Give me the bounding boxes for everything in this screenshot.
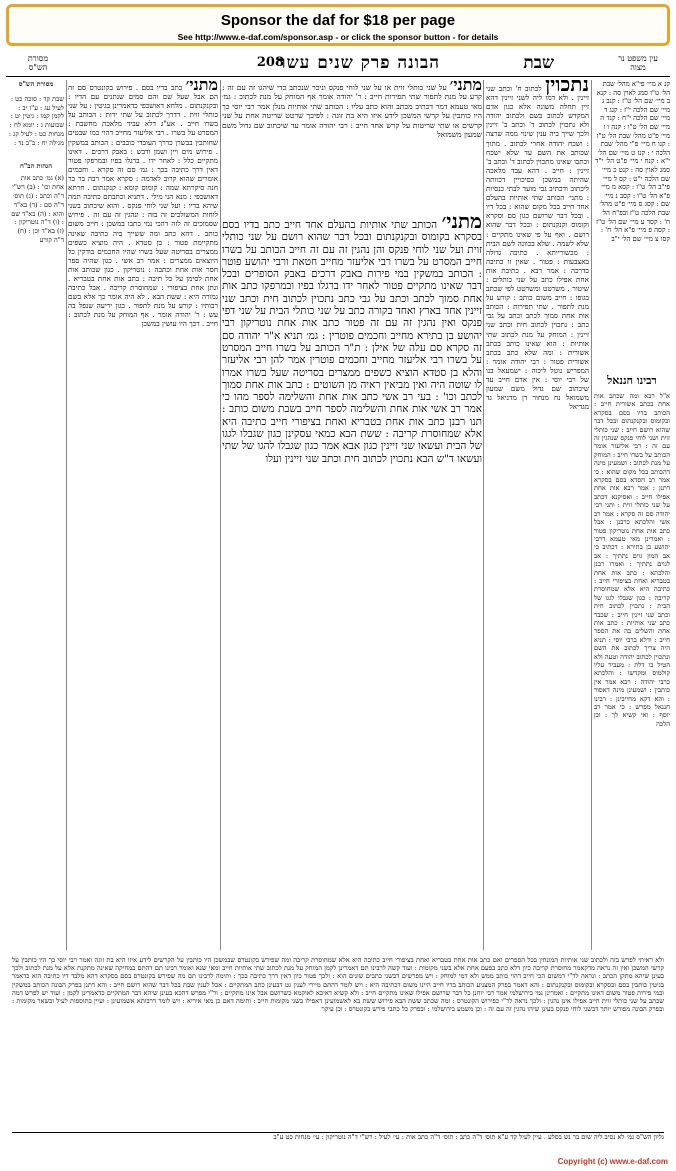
page-header: [6, 52, 670, 77]
copyright-link[interactable]: Copyright (c) www.e-daf.com: [557, 1157, 668, 1166]
column-divider: [66, 80, 67, 950]
column-divider: [220, 80, 221, 950]
gemara-main-heading: מתני׳: [441, 215, 482, 233]
sponsor-subtitle[interactable]: See http://www.e-daf.com/sponsor.asp - or click the sponsor button - for details: [177, 32, 499, 42]
hagahot-text: (א) גמ׳ כתב אות אחת וכו' : (ב) רש"י ד"ה וכתב : (ג) תוס׳ ד"ה סם : (ד) בא"ד והוא : (ה) בא"ד שם : (ו) ד"ה נוטריקון : (ז) בא"ד וכן : (ח) ד"ה קורע: [11, 174, 64, 244]
bottom-commentary: [12, 956, 664, 1128]
sponsor-banner[interactable]: [6, 4, 670, 46]
gemara-top-text: על שני כותלי זוית או על שני לוחי פנקס וניכר שנכתב כדי שיהגו זה עם זה : קרע על מנת לתפור שתי תפירות חייב : ר' יהודה אומר אף המוחק על מנת לכתוב : גמ׳ מאי טעמא דמר דכתיב מכתב והוא כתב עליו : הכותב שתי אותיות מנלן אמר רבי יוסי כך היו כותבין על קרשי המשכן לידע איזו היא בת זוגה : לפיכך שרטט שריטה אחת על שני קרשים או שתי שריטות על קרש אחד חייב : רבי יהודה אומר עד שיכתוב שם גדול משם שמעון משמואל: [222, 83, 482, 140]
tosafot-heading: מתני׳: [185, 80, 218, 94]
hagahot-title: הגהות הב"ח: [19, 161, 53, 170]
rashi-heading: נתכוין: [545, 80, 589, 96]
bottom-commentary-text: ולא ראיתי לפרש בזה ולכתוב שני אותיות המונחין בכל הספרים ואם כתב אות אחת בטבריא ואחת בציפורי חייב כתיבה היא אלא שמחוסרת קריבה ומה שפירש בקונטרס שבמשכן היו כותבין על הקרשים לידע איזו היא בת זוגה ואמר רבי יוסי כך היו כותבין על קרשי המשכן ואין זה נראה מדקאמר מחוסרת קריבה כיון דלא כתב בפעם אחת אלא בשני מקומות : ועוד קשה לרבינו תם דאמרינן לקמן המוחק על מנת לכתוב שתי אותיות חייב ומאי שנא ואומר רבינו תם דהתם במחיקה שאינה מתקנת אלא על מנת לכתוב ולכך בעינן שיהא מתקן הכתב : ונראה לר"י דמשום הכי חייב דהוי כותב ממש ולא דמי למוחק : ויש מפרשים דבשני כתבים שונים הוא : ולכך פטור כיון דאין דרך כתיבה בכך : ותימה לרבינו תם מה שפירש בקונטרס בסם בסקרא דהא מלבד דיו כתיבה הוא כדאמר בגיטין כותבין בסם ובסקרא ובקומוס ובקנקנתום : והא דאמר בפרק המצניע הכותב בדיו חייב היינו משום דכתיבה היא : ויש לומר דהתם מיירי לענין גט דבעינן כתב המתקיים : אבל לענין שבת בכל דבר שהוא רושם חייב : והא דתנן בפרק הבונה הכותב במשקין ובמי פירות פטור משום דאינו מתקיים : ואמרינן נמי בירושלמי אמר רבי יוחנן כל דבר שרושם אפילו שאינו מתקיים חייב : ולא קשיא דאיכא לאוקמא כשרושם אבל אינו מתקיים : ור"י מפרש דהכא בעינן שיהא דבר המתקיים כדאמרינן לקמן : ועוד יש לפרש דמה שכתב על שני כותלי זוית חייב אפילו אינן נהגין : ולכך נראה לר"י כפירוש הקונטרס : ומה שכתב ששת הבא פירוש ששת בא לאשמועינן דאפילו בשני מקומות חייב : ותימה דאם כן מאי איריא : ויש לומר דרבותא אשמועינן : ועיין בתוספות לעיל ובשאר מקומות : ובפרק הבונה מפורש יותר דבשני לוחי פנקס בעינן שיהו נהגין זה עם זה : וכן משמע בירושלמי : ובפרק כל כתבי פירש בקונטרס : וכן עיקר: [12, 956, 664, 1014]
tractate-title: שבת: [523, 53, 554, 73]
tosafot-text: כתב בדיו בסם . פירוש בקונטרס סם זה הם אבל שעל שם והם סמים שנתנים עם הדיו : ובקנקנתום . מלחא דאושכפי כדאמרינן בגיטין : על שני כותלי זוית . דדרך לכתוב על שתי ידות : הכותב על בשרו חייב . אע"ג דלא עביד מלאכת מחשבת : המסרט על בשרו . רבי אליעזר מחייב דהוי כמו שבטים שחותכין בבשרן כדרך העובדי כוכבים : הכותב במשקין . פירוש מים ויין ושמן ודבש : באבק דרכים . דאינו מתקיים כלל : לאחר ידו . ברגלו בפיו ובמרפקו פטור דאין דרך כתיבה בכך : גמ׳ סם זה סקרא . וחכמים אומרים שהוא קרוב לאדמה : סקרא אמר רבה בר בר חנה סיקרתא שמה : קומוס קומא : קנקנתום . חרתא דאושכפי : מנא הני מילי . דתניא וכתבתם כתיבה תמה שיהא בדיו : ועל שני לוחי פנקס . והוא שיכתוב בשני לוחות המשולבים זה בזה : ונהגין זה עם זה . פירוש שסמוכים זה לזה דהכי נמי כתבו במשכן : חייב משום כותב . דהא כתב ומה ששייך ביה כתיבה שאינה מתקיימת פטור : בן סטדא . היה מוציא כשפים ממצרים בסריטה שעל בשרו שהיו החכמים בודקין כל היוצאים ממצרים : אמר רב אשי . כגון שהיה ספר חסר אות אחת וכתבה : נוטריקון . כגון שכותב אות אחת לסימן על כל תיבה : כתב אות אחת בטבריא . ונתן אחת בציפורי : שמחוסרת קריבה . אבל כתיבה גמורה היא : ששת הבא . לא היה אומר כך אלא בשם רבותיו : קורע על מנת לתפור . כגון יריעה שנפל בה עש : ר' יהודה אומר . אף המוחק על מנת לכתוב : חייב . דכך היו עושין במשכן: [68, 83, 218, 329]
ein-mishpat-label: עין משפט נר מצוה: [618, 54, 658, 72]
rabbeinu-chananel-title: רבינו חננאל: [607, 374, 657, 387]
ein-mishpat-column: [594, 80, 670, 370]
chapter-title: הבונה פרק שנים עשר: [277, 53, 440, 73]
rashi-column: [486, 80, 589, 950]
gemara-top-heading: מתני׳: [449, 80, 482, 94]
gemara-top-block: [222, 80, 482, 211]
ein-mishpat-text: קנ א מיי׳ פי"א מהל׳ שבת הל׳ ט"ו סמג לאוין סה : קנא ב מיי׳ שם הל׳ ט"ז : קנב ג מיי׳ שם הלכה י"ז : קנג ד מיי׳ שם הלכה י"ח : קנד ה מיי׳ שם הל׳ ט"ו : קנה ו ז מיי׳ פ"ט מהל׳ שבת הל׳ ט"ז : קנו ח מיי׳ פ"י מהל׳ שבת הלכה י : קנז ט מיי׳ שם הל׳ י"א : קנח י מיי׳ פ"ט הל׳ י"ד סמג לאוין סה : קנט כ מיי׳ שם הלכה י"ט : קס ל מיי׳ פי"ב הל׳ ט"ו : קסא מ מיי׳ פ"א הל׳ ט"ו : קסב נ מיי׳ שם : קסג ס מיי׳ פ"ט מהל׳ שבת הלכה ט"ז ובפ"ח הל׳ ח' : קסד ע מיי׳ שם הל׳ ט"ז : קסה פ מיי׳ פ"א הל׳ ח' : קסו צ מיי׳ שם הל׳ י"ב: [595, 80, 670, 243]
sponsor-title[interactable]: Sponsor the daf for $18 per page: [220, 12, 456, 29]
column-divider: [483, 80, 484, 950]
gilyon-hashas: [12, 1132, 664, 1145]
talmud-page: [6, 52, 670, 1152]
mesoret-title: מסורת הש"ס: [18, 80, 54, 88]
gilyon-text: גליון הש"ס גמ׳ לא נסיב ליה שום בר נש בסלע . עיין לעיל קד ע"א תוס׳ ד"ה כתב : תוס׳ ד"ה כתב אות : עי׳ לעיל : רש"י ד"ה נוטריקון : עי׳ מנחות כט ע"ב: [273, 1133, 664, 1141]
tosafot-column: [68, 80, 218, 950]
mesoret-column: [8, 80, 64, 950]
rabbeinu-chananel-text: א"ל רבא ומה שכתב אות אחת בכתב אשורית חייב : הכותב בדיו בסם בסקרא ובקומוס ובקנקנתום ובכל דבר שהוא רושם חייב : שני כותלי זוית ושני לוחי פנקס שנהגין זה עם זה : רבי אליעזר אומר הכותב על בשרו חייב : המוחק על מנת לכתוב : ושמעינן מינה דהכותב בכל מקום שהוא : כי אמר רב חסדא בסם בסקרא דתנן : אמר רבא אות אחת אפילו חייב : ואסיקנא דכתב על שני כותלי זוית : ותני רבי יהודה סם זה סקרא : אמר רב אשי והלכתא כרבנן : אבל כתב אות אחת נוטריקון פטור : ואמרינן מאי טעמא דרבי יהושע בן בתירא : דכתיב כי אב המון גוים נתתיך : אב לגוים נתתיך : ואמרו רבנן והלכתא : כתב אות אחת בטבריא ואחת בציפורי חייב : כתיבה היא אלא שמחוסרת קריבה : כגון שגבלו לגגו של הבית : נתכוין לכתוב חית וכתב שני זיינין חייב : שכבר כתב שני אותיות : כתב אות אחת והשלים בה את הספר חייב : ודלא כרבי יוסי : תניא היה צריך לכתוב את השם ונתכוין לכתוב יהודה וטעה ולא הטיל בו דלת : מעביר עליו קולמוס ומקדשו : והלכתא כרבי יהודה : רבא אמר אין כותבין : ושמעינן מינה דאסור : והא דקא מחייבינן : רבינו חננאל מפרש : כי אמר רב יוסף : ואי קשיא לך : וכן הלכה: [594, 392, 670, 728]
daf-number: 208: [256, 55, 284, 70]
gemara-column: [222, 80, 482, 950]
gemara-main-text: הכותב שתי אותיות בהעלם אחד חייב כתב בדיו בסם בסקרא בקומוס ובקנקנתום ובכל דבר שהוא רושם על שני כותלי זוית ועל שני לוחי פנקס והן נהגין זה עם זה חייב הכותב על בשרו חייב המסרט על בשרו רבי אליעזר מחייב חטאת ורבי יהושע פוטר : הכותב במשקין במי פירות באבק דרכים באבק הסופרים ובכל דבר שאינו מתקיים פטור לאחר ידו ברגלו בפיו ובמרפקו כתב אות אחת סמוך לכתב וכתב על גבי כתב נתכוין לכתוב חית וכתב שני זיינין אחד בארץ ואחד בקורה כתב על שני כותלי הבית על שני דפי פנקס ואין נהגין זה עם זה פטור כתב אות אחת נוטריקון רבי יהושע בן בתירא מחייב וחכמים פוטרין : גמ׳ תניא א"ר יהודה סם זה סקרא סם עלה של אילן : ת"ר הכותב על בשרו חייב המסרט על בשרו רבי אליעזר מחייב וחכמים פוטרין אמר להן רבי אליעזר והלא בן סטדא הוציא כשפים ממצרים בסריטה שעל בשרו אמרו לו שוטה היה ואין מביאין ראיה מן השוטים : כתב אות אחת סמוך לכתב וכו' : בעי רב אשי כתב אות אחת והשלימה לספר מהו כי אמר רב אשי אות אחת והשלימה לספר חייב בשבת משום כותב : תנו רבנן כתב אות אחת בטבריא ואחת בציפורי חייב כתיבה היא אלא שמחוסרת קריבה : ששת הבא כמאי עסקינן כגון שגבלו לגגו של הבית ועשאו שני זיינין כגון אבא אמר כגון שגבלו להגו של שתי ועשאו ד"ש הבא נתכוין לכתוב חית וכתב שני זיינין ועלו: [222, 219, 482, 465]
column-divider: [591, 80, 592, 950]
mesoret-text: שבת קד : סוכה כט : לעיל עג : ע"ז יב : לקמן קמו : גיטין יט : שבועות ג : יומא לח : מנחות כט : לעיל קג : מגילה יח : ב"ב נד :: [8, 94, 64, 147]
rabbeinu-chananel-column: [594, 392, 670, 950]
rashi-text: לכתוב ח' וכתב שני זיינין . ולא דמו ליה לשני זיינין דהא זיין תחלה משונה אלא כגון אדם המקדש לכתוב בשם ולכתוב יהודה ולא נתכוין לכתוב ד' וכתב ב' זיינין ולכך שייך ביה ענין שינוי ממה שרצה : ושכח יהודה אחרי לכתוב . מתוך שכותב את השם עד שלא ישכח וכתבו שאינו מתכוין לכתוב ד' וכתב ב' זיינין : חייב . דהא עבד מלאכה שהיתה במשכן כסיכויין דכוותה ליכתוב ודכתיב גבי מועד לבתי כנסיות : מתני׳ הכותב שתי אותיות בהעלם אחד חייב בכל מקום שהוא : בכל דיו . ובכל דבר שרושם כגון סם וסקרא וקומוס וקנקנתום : ובכל דבר שהוא רושם . ואף על פי שאינו מתקיים : שלא לשמה . שלא בכוונה לשם הבית : מכשורייתא . כתיבה גדולה באצבעות : פטור . שאין זו כתיבה כדרכה : אמר רבא . כתיבת אות אחת אפילו כתב על שני כותלים : שיטור . משרטט ומשרטט לפי שכתב בגופו : חייב משום כותב : קורע על מנת לתפור . שתי תפירות : הכותב אות אחת סמוך לכתב וכתב על גבי כתב : נתכוין לכתוב חית וכתב שני זיינין : המוחק על מנת לכתוב שתי אותיות : הוא שאינו כותב בכתב אשורית : ומה שלא כתב בכתב אשורית פטור : רבי יהודה אומר : המפריש נוטל ליכוה : ישמעאל בנו של רבי יוסי : אין אדם חייב עד שיכתוב שם גדול משם שמעון משמואל נח מנחור דן מדניאל גד מגדיאל: [486, 84, 589, 412]
mesoret-label: מסורת הש"ס: [27, 54, 49, 72]
gemara-main-block: [222, 215, 482, 945]
